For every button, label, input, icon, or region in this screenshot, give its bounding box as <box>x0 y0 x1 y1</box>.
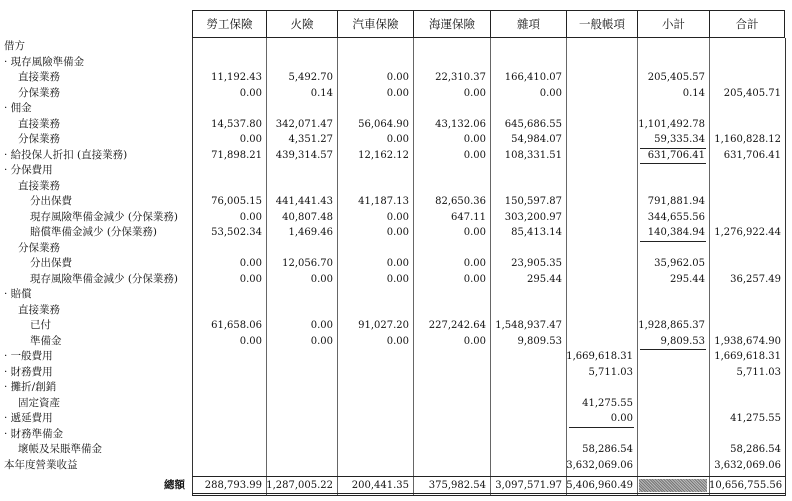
value-cell: 56,064.90 <box>358 118 409 130</box>
value-cell: 1,160,828.12 <box>714 134 781 145</box>
value-cell: 645,686.55 <box>504 118 562 130</box>
value-cell: 1,669,618.31 <box>566 351 633 362</box>
value-cell: 631,706.41 <box>723 149 781 161</box>
value-cell: 41,275.55 <box>582 397 633 409</box>
value-cell: 41,187.13 <box>358 196 409 207</box>
value-cell: 1,669,618.31 <box>714 351 781 362</box>
value-cell: 0.00 <box>239 335 262 347</box>
value-cell: 12,162.12 <box>358 149 409 161</box>
value-cell: 0.00 <box>463 149 486 161</box>
row-label: 現存風險準備金減少 (分保業務) <box>30 272 179 285</box>
column-header: 雜項 <box>490 10 566 38</box>
value-cell: 0.00 <box>239 273 262 285</box>
value-cell: 0.00 <box>239 258 262 269</box>
value-cell: 61,658.06 <box>211 320 262 331</box>
row-label: · 佣金 <box>4 102 32 114</box>
total-cell: 375,982.54 <box>428 480 486 491</box>
row-label: · 給投保人折扣 (直接業務) <box>4 148 128 161</box>
value-cell: 35,962.05 <box>654 258 705 269</box>
value-cell: 36,257.49 <box>730 273 781 285</box>
value-cell: 0.00 <box>386 258 409 269</box>
value-cell: 303,200.97 <box>504 211 562 223</box>
column-header: 海運保險 <box>413 10 490 38</box>
value-cell: 59,335.34 <box>654 134 705 145</box>
value-cell: 0.00 <box>463 134 486 145</box>
value-cell: 0.00 <box>386 72 409 83</box>
row-label: 現存風險準備金減少 (分保業務) <box>30 210 179 223</box>
column-divider <box>709 38 710 496</box>
column-header: 一般帳項 <box>566 10 637 38</box>
value-cell: 0.00 <box>310 273 333 285</box>
total-cell: 1,287,005.22 <box>266 480 333 491</box>
value-cell: 41,275.55 <box>730 413 781 424</box>
column-header: 小計 <box>637 10 709 38</box>
subtotal-rule <box>640 241 706 242</box>
value-cell: 0.00 <box>386 134 409 145</box>
value-cell: 631,706.41 <box>647 149 705 161</box>
row-label: · 財務費用 <box>4 365 53 378</box>
column-header: 火險 <box>266 10 337 38</box>
value-cell: 71,898.21 <box>211 149 262 161</box>
column-header: 合計 <box>709 10 785 38</box>
value-cell: 0.00 <box>239 134 262 145</box>
value-cell: 11,192.43 <box>211 72 262 83</box>
value-cell: 0.00 <box>463 273 486 285</box>
value-cell: 0.00 <box>239 211 262 223</box>
row-label: · 賠償 <box>4 288 32 300</box>
row-label: 分保業務 <box>18 241 60 254</box>
subtotal-rule <box>569 427 634 428</box>
value-cell: 0.00 <box>386 335 409 347</box>
value-cell: 791,881.94 <box>647 196 705 207</box>
value-cell: 441,441.43 <box>275 196 333 207</box>
value-cell: 647.11 <box>451 211 486 223</box>
double-underline <box>192 493 785 496</box>
value-cell: 1,276,922.44 <box>714 227 781 238</box>
row-label: · 攤折/創銷 <box>4 381 57 393</box>
value-cell: 1,928,865.37 <box>638 320 705 331</box>
value-cell: 4,351.27 <box>288 134 333 145</box>
column-header: 勞工保險 <box>192 10 266 38</box>
column-header: 汽車保險 <box>337 10 413 38</box>
value-cell: 1,548,937.47 <box>495 320 562 331</box>
row-label: 直接業務 <box>18 179 60 192</box>
total-cell: 5,406,960.49 <box>566 480 633 491</box>
total-label: 總額 <box>164 479 185 491</box>
value-cell: 0.14 <box>310 87 333 99</box>
value-cell: 344,655.56 <box>647 211 705 223</box>
value-cell: 43,132.06 <box>435 118 486 130</box>
row-label: 分保業務 <box>18 133 60 145</box>
value-cell: 108,331.51 <box>504 149 562 161</box>
row-label: · 一般費用 <box>4 350 53 362</box>
value-cell: 0.00 <box>539 87 562 99</box>
value-cell: 1,469.46 <box>288 227 333 238</box>
row-label: 壞帳及呆賬準備金 <box>18 443 102 455</box>
value-cell: 9,809.53 <box>660 335 705 347</box>
value-cell: 0.00 <box>463 227 486 238</box>
value-cell: 342,071.47 <box>275 118 333 130</box>
value-cell: 0.00 <box>386 211 409 223</box>
value-cell: 91,027.20 <box>358 320 409 331</box>
value-cell: 0.00 <box>386 227 409 238</box>
value-cell: 9,809.53 <box>517 335 562 347</box>
total-cell: 200,441.35 <box>351 480 409 491</box>
value-cell: 0.00 <box>463 258 486 269</box>
row-label: 分出保費 <box>30 195 72 207</box>
value-cell: 82,650.36 <box>435 196 486 207</box>
total-cell: 3,097,571.97 <box>495 480 562 491</box>
value-cell: 85,413.14 <box>511 227 562 238</box>
value-cell: 150,597.87 <box>504 196 562 207</box>
row-label: · 現存風險準備金 <box>4 55 85 68</box>
value-cell: 5,492.70 <box>288 72 333 83</box>
row-label: 直接業務 <box>18 303 60 316</box>
row-label: 賠償準備金減少 (分保業務) <box>30 226 158 238</box>
row-label: 直接業務 <box>18 117 60 130</box>
value-cell: 205,405.57 <box>647 72 705 83</box>
value-cell: 5,711.03 <box>736 366 781 378</box>
value-cell: 22,310.37 <box>435 72 486 83</box>
value-cell: 0.00 <box>386 273 409 285</box>
value-cell: 53,502.34 <box>211 227 262 238</box>
total-cell: 288,793.99 <box>204 480 262 491</box>
value-cell: 23,905.35 <box>511 258 562 269</box>
value-cell: 140,384.94 <box>647 227 705 238</box>
value-cell: 0.14 <box>682 87 705 99</box>
value-cell: 295.44 <box>527 273 562 285</box>
row-label: · 遞延費用 <box>4 412 53 424</box>
value-cell: 0.00 <box>463 87 486 99</box>
row-label: 準備金 <box>30 334 62 347</box>
total-top-rule <box>192 476 785 477</box>
value-cell: 12,056.70 <box>282 258 333 269</box>
value-cell: 205,405.71 <box>723 87 781 99</box>
value-cell: 76,005.15 <box>211 196 262 207</box>
row-label: 借方 <box>4 40 25 52</box>
value-cell: 58,286.54 <box>730 444 781 455</box>
value-cell: 227,242.64 <box>428 320 486 331</box>
row-label: 固定資產 <box>18 396 60 409</box>
value-cell: 0.00 <box>239 87 262 99</box>
row-label: · 財務準備金 <box>4 427 64 440</box>
row-label: · 分保費用 <box>4 164 53 176</box>
value-cell: 3,632,069.06 <box>714 459 781 471</box>
subtotal-rule <box>640 163 706 164</box>
row-label: 直接業務 <box>18 71 60 83</box>
value-cell: 0.00 <box>386 87 409 99</box>
value-cell: 439,314.57 <box>275 149 333 161</box>
value-cell: 0.00 <box>463 335 486 347</box>
value-cell: 295.44 <box>670 273 705 285</box>
value-cell: 3,632,069.06 <box>566 459 633 471</box>
row-label: 分出保費 <box>30 257 72 269</box>
row-label: 分保業務 <box>18 86 60 99</box>
value-cell: 1,938,674.90 <box>714 335 781 347</box>
subtotal-rule <box>640 349 706 350</box>
value-cell: 0.00 <box>310 320 333 331</box>
column-divider <box>785 38 786 496</box>
value-cell: 166,410.07 <box>504 72 562 83</box>
value-cell: 14,537.80 <box>211 118 262 130</box>
value-cell: 0.00 <box>310 335 333 347</box>
value-cell: 1,101,492.78 <box>638 118 705 130</box>
row-label: 已付 <box>30 319 51 331</box>
column-divider <box>566 38 567 496</box>
value-cell: 58,286.54 <box>582 444 633 455</box>
value-cell: 40,807.48 <box>282 211 333 223</box>
value-cell: 5,711.03 <box>588 366 633 378</box>
shaded-cell <box>639 479 707 492</box>
row-label: 本年度營業收益 <box>4 458 78 471</box>
subtotal-rule <box>640 148 706 149</box>
total-cell: 10,656,755.56 <box>709 480 783 491</box>
value-cell: 54,984.07 <box>511 134 562 145</box>
value-cell: 0.00 <box>610 413 633 424</box>
